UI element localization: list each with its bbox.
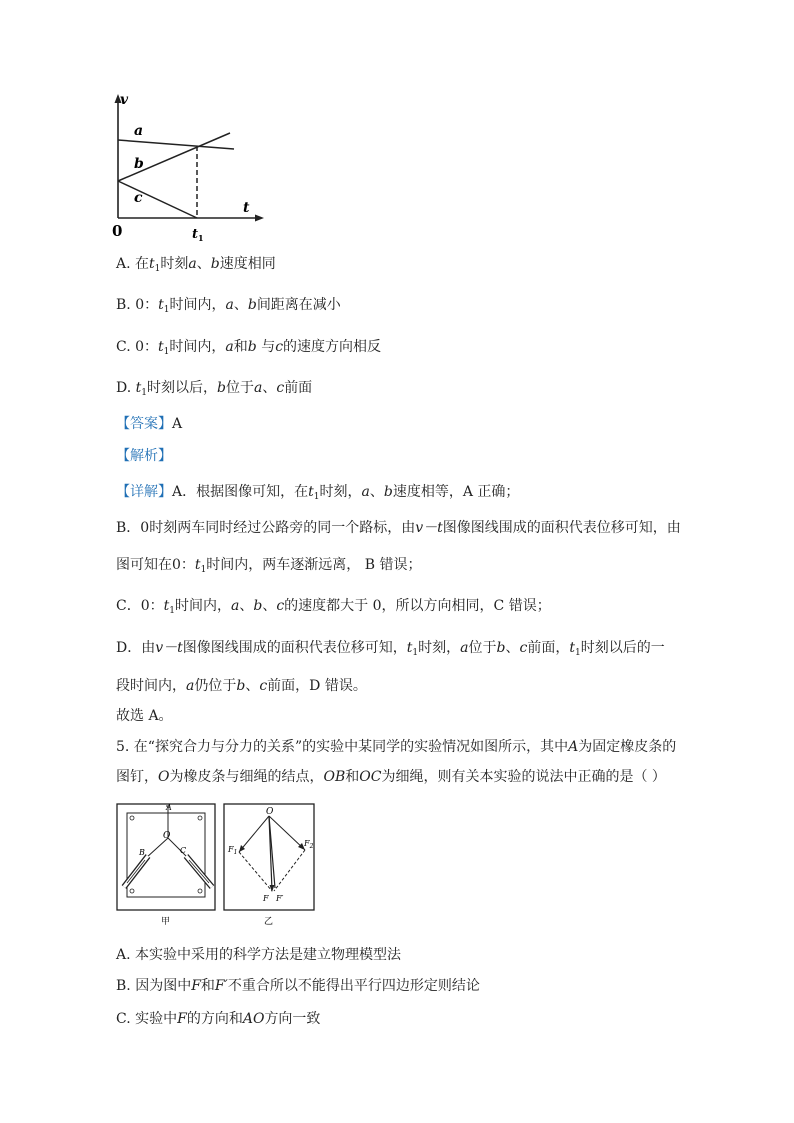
string-ob	[146, 838, 168, 858]
spring-scale-left-icon	[124, 856, 148, 887]
label-a: A	[166, 803, 172, 812]
pin-icon	[130, 889, 134, 893]
axis-t-label: t	[243, 200, 250, 216]
line-b-label: b	[134, 156, 144, 172]
q4-option-d: D. $t_1$时刻以后，b位于a、c前面	[116, 380, 313, 398]
parallelogram-side-2	[274, 850, 305, 891]
q5-stem-line2: 图钉，O为橡皮条与细绳的结点，OB和OC为细绳，则有关本实验的说法中正确的是（ ）	[116, 769, 666, 785]
vector-f1	[239, 816, 269, 852]
pin-icon	[130, 816, 134, 820]
label-f2: $F_2$	[304, 839, 314, 850]
label-o2: O	[266, 807, 274, 817]
line-a-label: a	[134, 123, 144, 139]
detail-c: C．0：$t_1$时间内，a、b、c的速度都大于 0，所以方向相同，C 错误；	[116, 598, 551, 616]
arrow-f-icon	[270, 885, 275, 892]
q5-stem-line1: 5. 在“探究合力与分力的关系”的实验中某同学的实验情况如图所示，其中A为固定橡皮条的	[116, 739, 677, 755]
detail-d-line2: 段时间内，a仍位于b、c前面，D 错误。	[116, 678, 367, 694]
t-axis-arrow	[255, 215, 264, 222]
line-a	[118, 140, 234, 149]
detail-b-line2: 图可知在0：$t_1$时间内，两车逐渐远离， B 错误；	[116, 557, 422, 575]
q5-option-a: A. 本实验中采用的科学方法是建立物理模型法	[116, 947, 402, 963]
q4-option-c: C. 0：$t_1$时间内，a和b 与c的速度方向相反	[116, 339, 382, 357]
label-c: C	[180, 846, 187, 855]
parallelogram-side-1	[239, 852, 272, 891]
q5-option-c: C. 实验中F的方向和AO方向一致	[116, 1011, 321, 1027]
line-c-label: c	[134, 190, 143, 206]
detail-b-line1: B．0时刻两车同时经过公路旁的同一个路标，由v－t图像图线围成的面积代表位移可知，由	[116, 520, 681, 536]
vector-f2	[269, 816, 305, 850]
q4-option-a: A. 在$t_1$时刻a、b速度相同	[116, 256, 276, 274]
label-f: F	[263, 894, 269, 903]
detail-tag: 【详解】	[116, 484, 172, 500]
axis-v-label: v	[120, 92, 129, 108]
analysis-line	[116, 446, 172, 466]
conclusion: 故选 A。	[116, 708, 173, 724]
t1-label: $t_1$	[192, 227, 204, 243]
line-c	[118, 181, 197, 218]
q5-option-b: B. 因为图中F和F′不重合所以不能得出平行四边形定则结论	[116, 978, 480, 994]
pin-icon	[198, 889, 202, 893]
vt-graph	[100, 88, 280, 248]
q4-option-b: B. 0：$t_1$时间内，a、b间距离在减小	[116, 297, 341, 315]
analysis-tag: 【解析】	[116, 448, 172, 464]
label-o: O	[163, 831, 171, 841]
label-b: B	[139, 848, 145, 857]
answer-tag: 【答案】	[116, 416, 172, 432]
spring-scale-right-icon	[186, 856, 212, 887]
caption-yi: 乙	[264, 917, 274, 927]
caption-jia: 甲	[161, 917, 171, 927]
detail-a: 【详解】A．根据图像可知，在$t_1$时刻，a、b速度相等，A 正确；	[116, 484, 520, 502]
origin-label: 0	[112, 222, 123, 240]
answer-line	[116, 414, 182, 434]
label-f-prime: F′	[276, 894, 284, 903]
label-f1: $F_1$	[228, 845, 238, 856]
pin-icon	[198, 816, 202, 820]
answer-value: A	[172, 416, 183, 432]
force-experiment-figure	[114, 800, 324, 928]
detail-d-line1: D．由v－t图像图线围成的面积代表位移可知，$t_1$时刻，a位于b、c前面，$t_1$时刻以后的一	[116, 640, 665, 658]
